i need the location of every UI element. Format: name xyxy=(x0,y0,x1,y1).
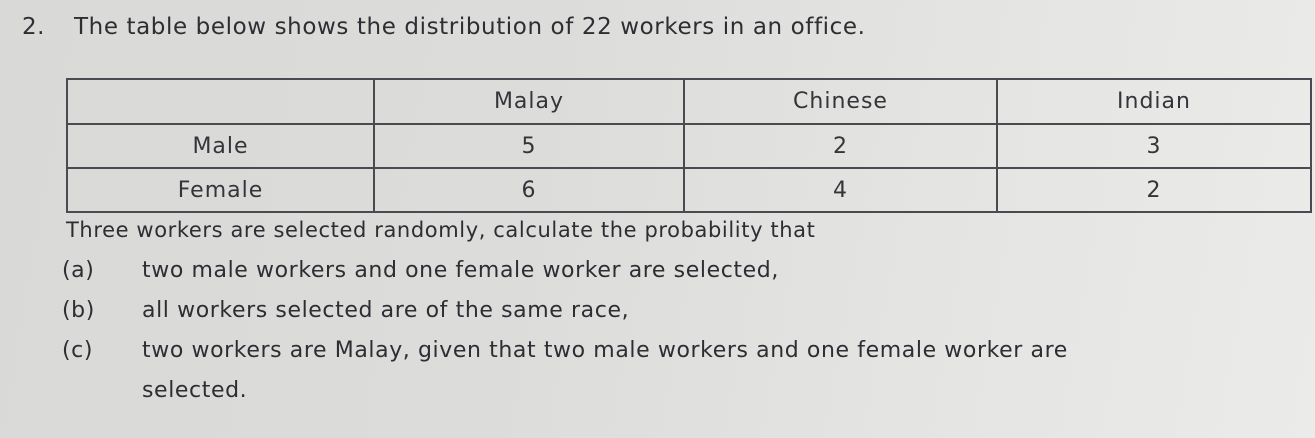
distribution-table-container xyxy=(66,78,1310,213)
part-c-text: two workers are Malay, given that two male workers and one female worker are xyxy=(142,338,1068,363)
part-c-continuation: selected. xyxy=(142,378,248,403)
table-header-malay: Malay xyxy=(374,79,684,124)
part-b xyxy=(62,298,629,323)
part-c-label: (c) xyxy=(62,338,94,363)
cell-female-malay: 6 xyxy=(374,168,684,212)
part-b-text: all workers selected are of the same race, xyxy=(142,298,630,323)
part-c xyxy=(62,338,1068,363)
distribution-table xyxy=(66,78,1312,213)
part-a xyxy=(62,258,779,283)
row-label-male: Male xyxy=(67,124,374,169)
table-header-indian: Indian xyxy=(997,79,1311,124)
question-stem: The table below shows the distribution of 22 workers in an office. xyxy=(74,14,866,40)
cell-female-chinese: 4 xyxy=(684,168,997,212)
cell-male-malay: 5 xyxy=(374,124,684,169)
cell-male-indian: 3 xyxy=(997,124,1311,169)
cell-male-chinese: 2 xyxy=(684,124,997,169)
part-b-label: (b) xyxy=(62,298,95,323)
table-header-chinese: Chinese xyxy=(684,79,997,124)
table-row xyxy=(67,124,1311,169)
part-a-text: two male workers and one female worker are selected, xyxy=(142,258,779,283)
row-label-female: Female xyxy=(67,168,374,212)
part-a-label: (a) xyxy=(62,258,95,283)
table-header-empty xyxy=(67,79,374,124)
question-intro: Three workers are selected randomly, calculate the probability that xyxy=(66,218,816,242)
question-number: 2. xyxy=(22,14,45,40)
cell-female-indian: 2 xyxy=(997,168,1311,212)
table-header-row xyxy=(67,79,1311,124)
table-row xyxy=(67,168,1311,212)
